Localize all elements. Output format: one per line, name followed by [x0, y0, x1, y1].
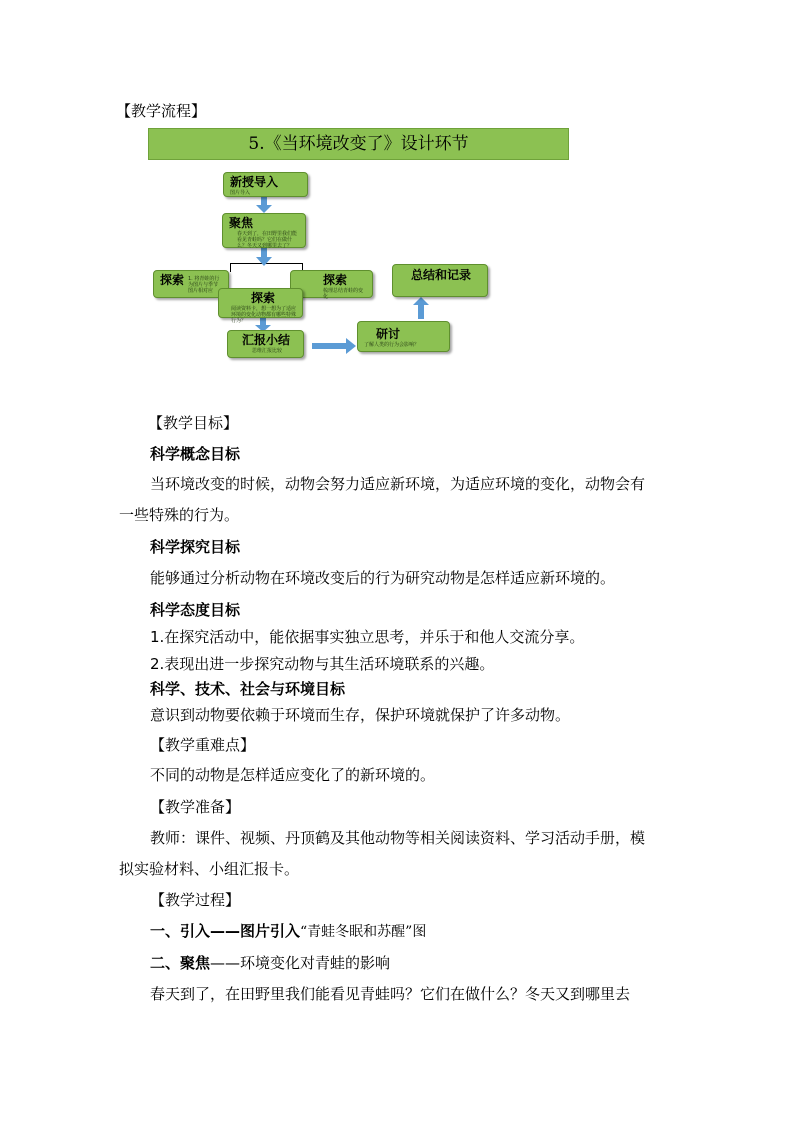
attitude-heading: 科学态度目标	[150, 601, 241, 619]
node-explore-mid	[218, 288, 303, 324]
concept-text-line2: 一些特殊的行为。	[119, 506, 240, 524]
node-title: 探索	[251, 291, 276, 305]
node-subtitle: 了解人类的行为会影响？	[364, 342, 420, 348]
inquiry-text: 能够通过分析动物在环境改变后的行为研究动物是怎样适应新环境的。	[150, 569, 616, 587]
node-summary	[392, 264, 488, 297]
node-title: 新授导入	[230, 175, 279, 189]
node-focus	[222, 213, 306, 248]
node-subtitle: 图片导入	[230, 190, 251, 196]
node-title: 汇报小结	[242, 333, 291, 347]
step1-title: 一、引入——图片引入	[150, 922, 301, 940]
step2-title: 二、聚焦	[150, 954, 211, 972]
step2	[150, 953, 390, 973]
node-subtitle: 1. 将青蛙的行为图片与季节图片相对应	[188, 276, 220, 294]
attitude-item2: 2.表现出进一步探究动物与其生活环境联系的兴趣。	[150, 655, 495, 673]
prep-heading: 【教学准备】	[150, 798, 241, 816]
concept-text-line1: 当环境改变的时候，动物会努力适应新环境，为适应环境的变化，动物会有	[150, 475, 646, 493]
prep-text-line1: 教师：课件、视频、丹顶鹤及其他动物等相关阅读资料、学习活动手册，模	[150, 829, 646, 847]
node-title: 探索	[323, 273, 348, 287]
node-report	[227, 330, 304, 358]
node-title: 总结和记录	[411, 268, 472, 282]
step1	[150, 921, 426, 942]
prep-text-line2: 拟实验材料、小组汇报卡。	[119, 860, 300, 878]
node-intro	[223, 172, 308, 197]
node-title: 探索	[160, 273, 185, 287]
node-title: 研讨	[376, 327, 401, 341]
process-heading: 【教学过程】	[150, 891, 241, 909]
flowchart-banner: 5.《当环境改变了》设计环节	[148, 128, 569, 160]
node-subtitle: 春天到了，在田野里我们能看见青蛙吗？它们在做什么？冬天又到哪里去了？	[237, 231, 298, 249]
key-heading: 【教学重难点】	[150, 736, 256, 754]
step1-detail: “青蛙冬眠和苏醒”图	[300, 924, 427, 940]
concept-heading: 科学概念目标	[150, 445, 241, 463]
attitude-item1: 1.在探究活动中，能依据事实独立思考，并乐于和他人交流分享。	[150, 628, 585, 646]
step2-text: 春天到了，在田野里我们能看见青蛙吗？它们在做什么？冬天又到哪里去	[150, 985, 631, 1003]
key-text: 不同的动物是怎样适应变化了的新环境的。	[150, 766, 436, 784]
inquiry-heading: 科学探究目标	[150, 538, 241, 556]
sts-text: 意识到动物要依赖于环境而生存，保护环境就保护了许多动物。	[150, 706, 571, 724]
flow-heading: 【教学流程】	[116, 102, 207, 120]
node-discuss	[357, 321, 450, 352]
sts-heading: 科学、技术、社会与环境目标	[150, 680, 346, 698]
node-title: 聚焦	[229, 216, 254, 230]
node-subtitle: 梳理总结青蛙的变化	[323, 288, 364, 300]
node-subtitle: 思维汇报比较	[252, 348, 283, 354]
step2-detail: ——环境变化对青蛙的影响	[210, 954, 391, 972]
node-subtitle: 阅读资料卡，想一想为了适应环境的变化动物都有哪些特殊行为？	[231, 306, 297, 324]
goals-heading: 【教学目标】	[148, 414, 239, 432]
